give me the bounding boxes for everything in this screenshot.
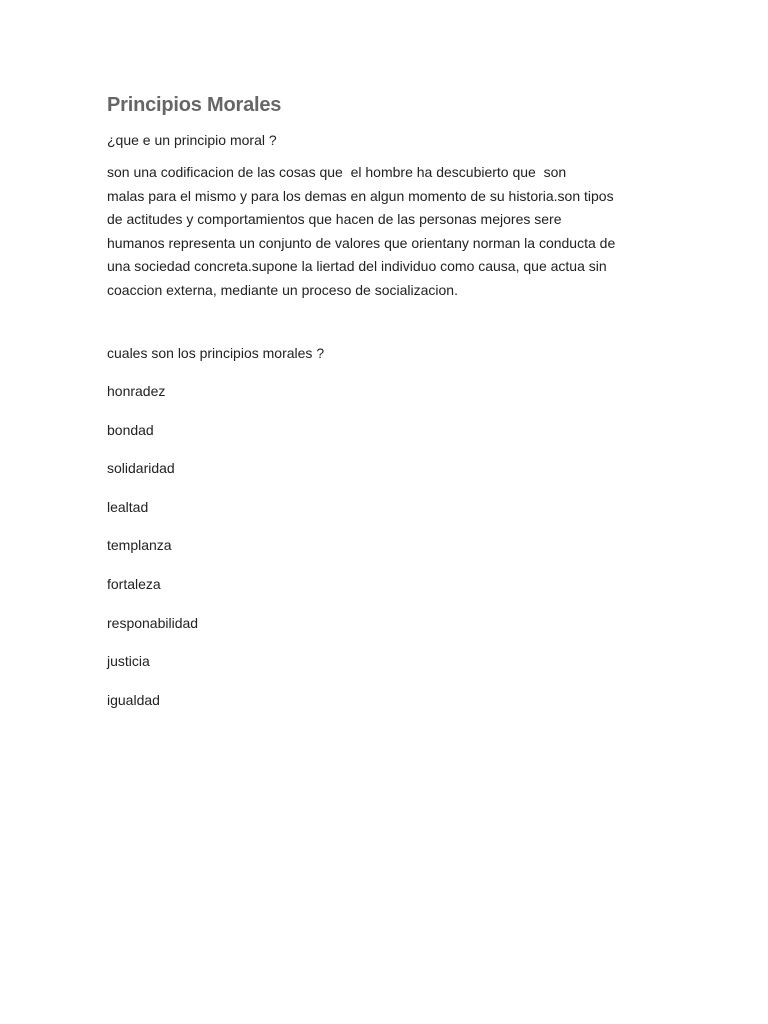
principles-list <box>107 382 667 709</box>
paragraph-line: de actitudes y comportamientos que hacen de las personas mejores sere <box>107 211 562 227</box>
document-page <box>107 92 667 729</box>
list-item: templanza <box>107 537 172 554</box>
list-item: igualdad <box>107 691 160 708</box>
paragraph-line: son una codificacion de las cosas que el hombre ha descubierto que son <box>107 164 567 180</box>
question-which-principles: cuales son los principios morales ? <box>107 345 325 361</box>
list-item: justicia <box>107 653 150 670</box>
list-item: bondad <box>107 421 154 438</box>
paragraph-line: coaccion externa, mediante un proceso de socializacion. <box>107 281 458 298</box>
paragraph-line: una sociedad concreta.supone la liertad del individuo como causa, que actua sin <box>107 258 607 274</box>
question-what-is-moral-principle: ¿que e un principio moral ? <box>107 132 277 148</box>
list-item: solidaridad <box>107 460 175 477</box>
paragraph-line: malas para el mismo y para los demas en algun momento de su historia.son tipos <box>107 187 614 204</box>
list-item: responabilidad <box>107 614 199 631</box>
list-item: fortaleza <box>107 575 161 592</box>
list-item: honradez <box>107 383 166 399</box>
document-title: Principios Morales <box>107 94 282 116</box>
list-item: lealtad <box>107 498 149 515</box>
paragraph-line: humanos representa un conjunto de valores que orientany norman la conducta de <box>107 234 616 251</box>
definition-paragraph <box>107 161 667 302</box>
